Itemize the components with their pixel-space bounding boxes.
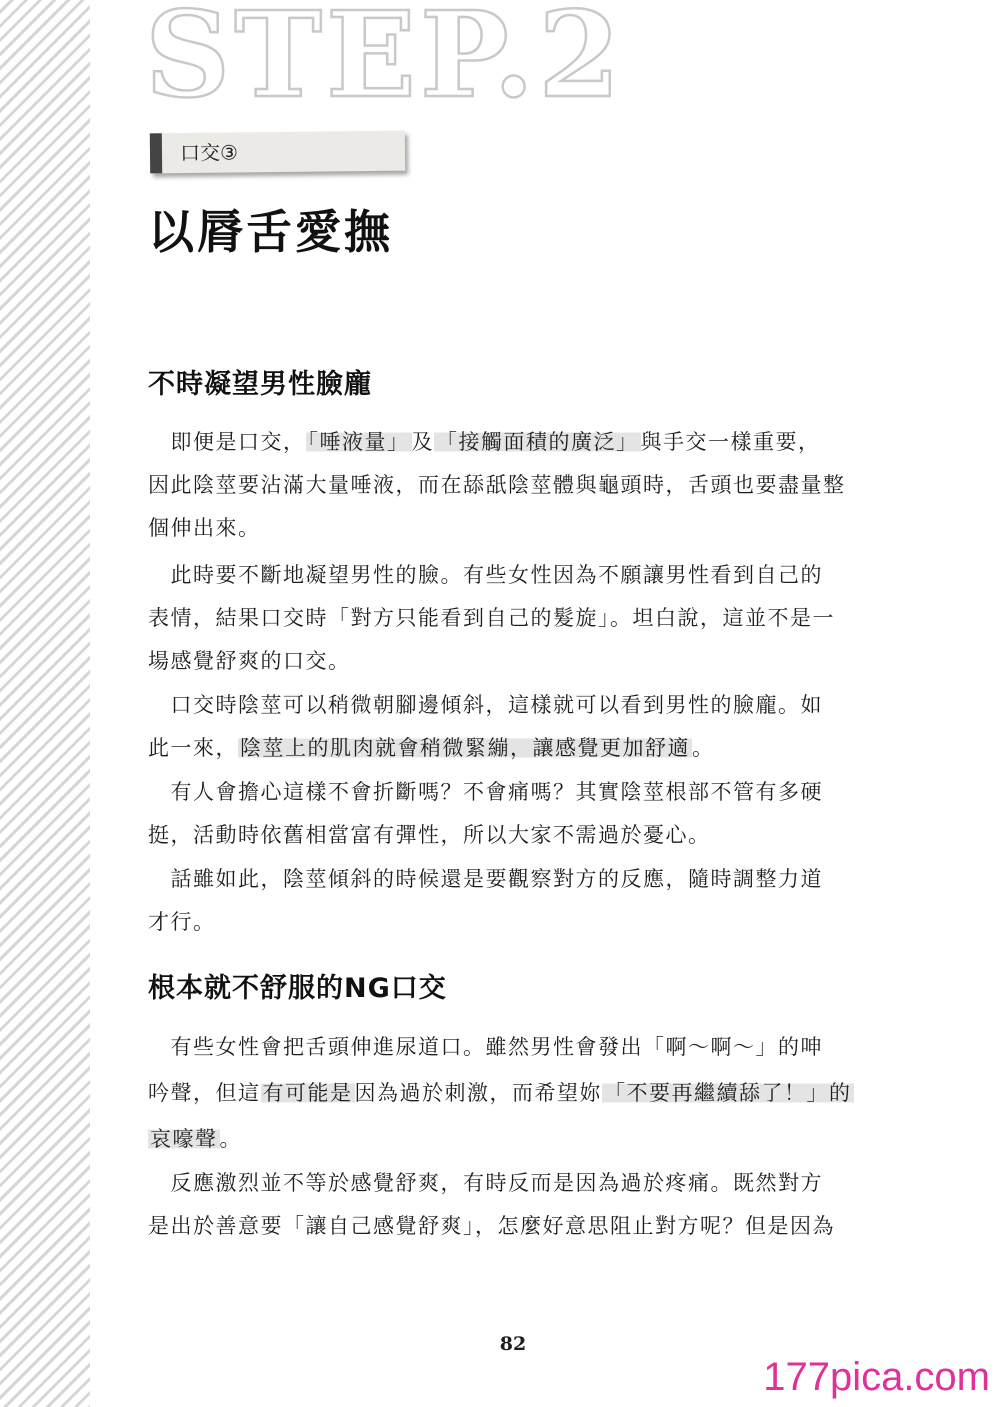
text-run: 此一來， bbox=[148, 736, 238, 760]
text-line bbox=[148, 646, 351, 676]
decorative-stripe-border bbox=[0, 0, 90, 1407]
text-line bbox=[148, 1078, 854, 1108]
step-heading-outline bbox=[145, 0, 845, 113]
text-line bbox=[148, 427, 821, 457]
page-title: 以脣舌愛撫 bbox=[148, 205, 393, 259]
text-run: 即便是口交， bbox=[148, 430, 306, 454]
text-run: 。 bbox=[692, 736, 715, 760]
text-line bbox=[148, 603, 835, 633]
highlighted-text: 哀嚎聲 bbox=[150, 1127, 218, 1151]
text-run: 因此陰莖要沾滿大量唾液，而在舔舐陰莖體與龜頭時，舌頭也要盡量整 bbox=[148, 473, 846, 497]
highlighted-text: 有可能是 bbox=[262, 1081, 353, 1105]
section-heading-1: 不時凝望男性臉龐 bbox=[148, 369, 372, 400]
section-heading-2: 根本就不舒服的NG口交 bbox=[148, 973, 447, 1004]
text-run: 有些女性會把舌頭伸進尿道口。雖然男性會發出「啊～啊～」的呻 bbox=[148, 1035, 823, 1059]
text-line bbox=[148, 864, 823, 894]
text-line bbox=[148, 777, 823, 807]
text-run: 及 bbox=[411, 430, 434, 454]
highlighted-text: 「唾液量」 bbox=[307, 430, 410, 454]
text-line bbox=[148, 513, 261, 543]
text-line bbox=[148, 560, 823, 590]
text-line bbox=[148, 820, 711, 850]
highlighted-text: 「不要再繼續舔了！」的 bbox=[604, 1081, 852, 1105]
text-run: 話雖如此，陰莖傾斜的時候還是要觀察對方的反應，隨時調整力道 bbox=[148, 867, 823, 891]
text-line bbox=[148, 1211, 835, 1241]
text-run: 吟聲，但這 bbox=[148, 1081, 261, 1105]
page-number: 82 bbox=[499, 1333, 527, 1355]
text-line bbox=[148, 690, 823, 720]
text-run: 是出於善意要「讓自己感覺舒爽」，怎麼好意思阻止對方呢？但是因為 bbox=[148, 1214, 835, 1238]
text-line bbox=[148, 1032, 823, 1062]
highlighted-text: 「接觸面積的廣泛」 bbox=[436, 430, 639, 454]
text-line bbox=[148, 907, 216, 937]
step-heading-text: STEP.2 bbox=[145, 0, 625, 113]
text-run: 此時要不斷地凝望男性的臉。有些女性因為不願讓男性看到自己的 bbox=[148, 563, 823, 587]
text-run: 。 bbox=[219, 1127, 242, 1151]
text-line bbox=[148, 733, 715, 763]
text-run: 個伸出來。 bbox=[148, 516, 261, 540]
text-run: 才行。 bbox=[148, 910, 216, 934]
text-run: 場感覺舒爽的口交。 bbox=[148, 649, 351, 673]
text-line bbox=[148, 1168, 823, 1198]
section-tag-label: 口交③ bbox=[179, 140, 239, 166]
site-watermark: 177pica.com bbox=[763, 1355, 990, 1399]
text-line bbox=[148, 470, 846, 500]
text-run: 有人會擔心這樣不會折斷嗎？不會痛嗎？其實陰莖根部不管有多硬 bbox=[148, 780, 823, 804]
section-tag bbox=[150, 131, 405, 174]
text-line bbox=[148, 1124, 242, 1154]
text-run: 反應激烈並不等於感覺舒爽，有時反而是因為過於疼痛。既然對方 bbox=[148, 1171, 823, 1195]
text-run: 因為過於刺激，而希望妳 bbox=[354, 1081, 602, 1105]
highlighted-text: 陰莖上的肌肉就會稍微緊繃，讓感覺更加舒適 bbox=[240, 736, 690, 760]
section-tag-bar bbox=[150, 133, 162, 173]
text-run: 口交時陰莖可以稍微朝腳邊傾斜，這樣就可以看到男性的臉龐。如 bbox=[148, 693, 823, 717]
text-run: 挺，活動時依舊相當富有彈性，所以大家不需過於憂心。 bbox=[148, 823, 711, 847]
text-run: 表情，結果口交時「對方只能看到自己的髮旋」。坦白說，這並不是一 bbox=[148, 606, 835, 630]
text-run: 與手交一樣重要， bbox=[640, 430, 821, 454]
